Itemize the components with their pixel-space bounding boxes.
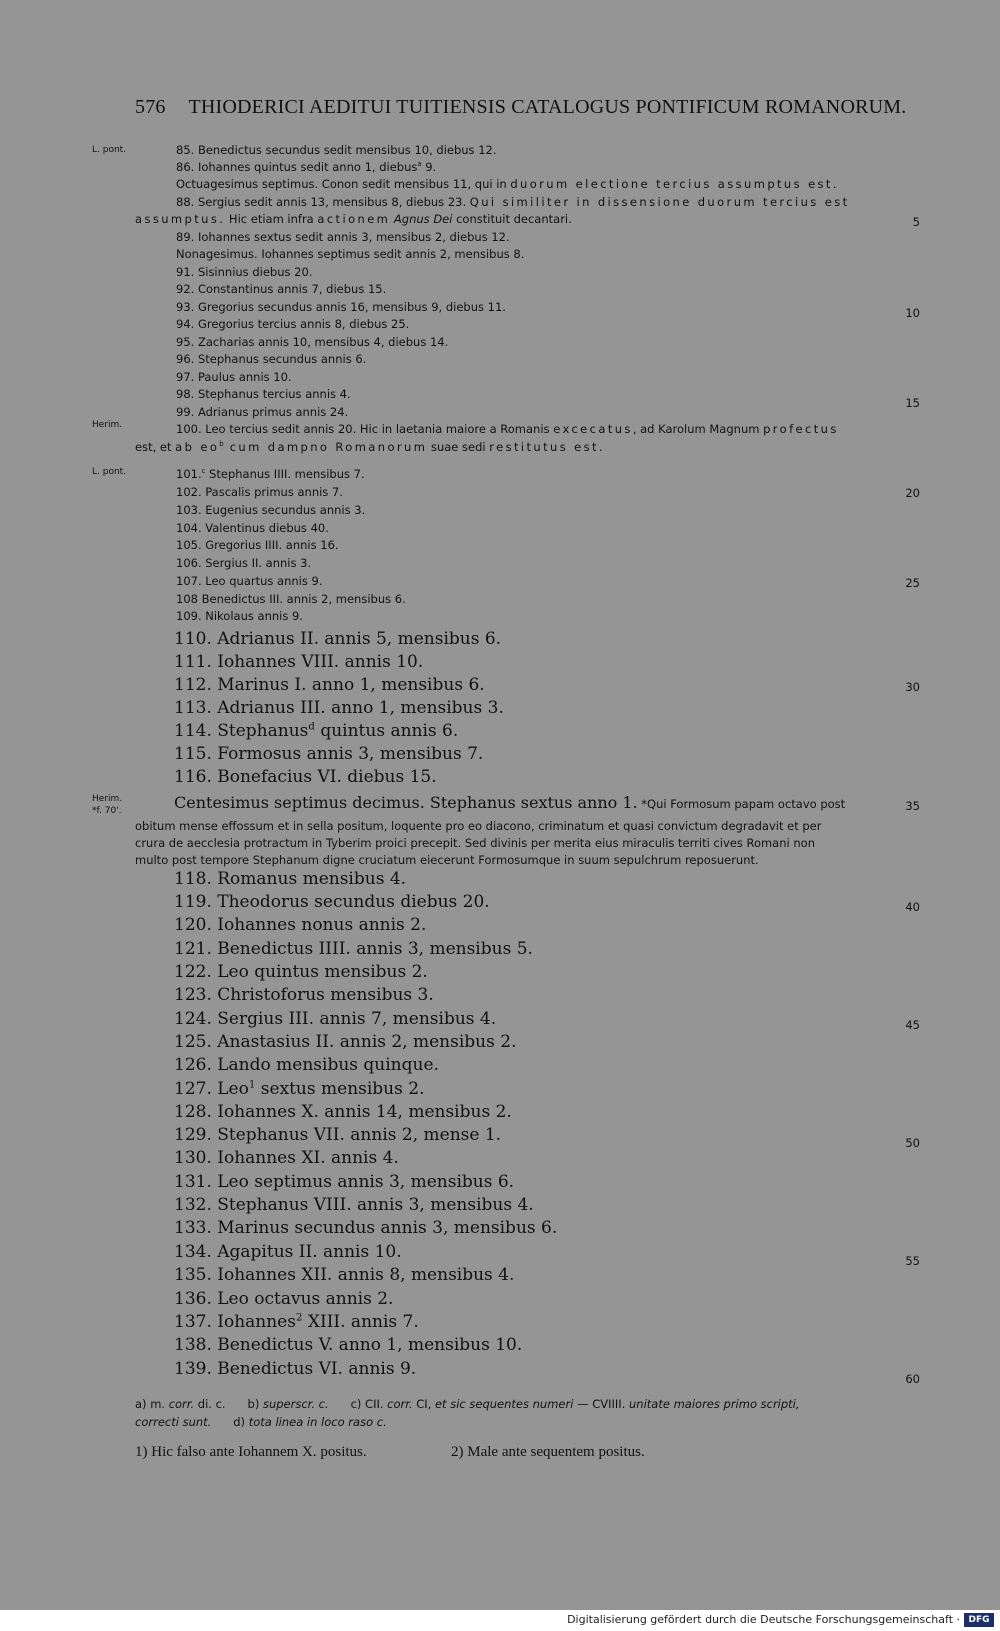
footnote-1: 1) Hic falso ante Iohannem X. positus. bbox=[135, 1444, 367, 1460]
line-number: 15 bbox=[905, 396, 920, 410]
line-number: 50 bbox=[905, 1136, 920, 1150]
entry-line: 116. Bonefacius VI. diebus 15. bbox=[174, 767, 437, 787]
entry-line: obitum mense effossum et in sella positum, loquente pro eo diacono, criminatum et quasi convictum degradavit et per bbox=[135, 819, 822, 833]
entry-line: 104. Valentinus diebus 40. bbox=[176, 521, 329, 535]
margin-note: Herim. bbox=[92, 420, 123, 430]
entry-line: 127. Leo$^1$ sextus mensibus 2. bbox=[174, 1079, 425, 1099]
line-number: 55 bbox=[905, 1254, 920, 1268]
line-number: 25 bbox=[905, 576, 920, 590]
entry-line: Octuagesimus septimus. Conon sedit mensibus 11, qui in duorum electione tercius assumptus est. bbox=[176, 177, 839, 191]
entry-line: 139. Benedictus VI. annis 9. bbox=[174, 1359, 417, 1379]
entry-line: 93. Gregorius secundus annis 16, mensibus 9, diebus 11. bbox=[176, 300, 506, 314]
entry-line: 94. Gregorius tercius annis 8, diebus 25. bbox=[176, 317, 410, 331]
entry-line: 108 Benedictus III. annis 2, mensibus 6. bbox=[176, 592, 406, 606]
funding-credit-text: Digitalisierung gefördert durch die Deutsche Forschungsgemeinschaft · bbox=[567, 1613, 960, 1626]
entry-line: 98. Stephanus tercius annis 4. bbox=[176, 387, 351, 401]
entry-line: 136. Leo octavus annis 2. bbox=[174, 1289, 394, 1309]
entry-line: 125. Anastasius II. annis 2, mensibus 2. bbox=[174, 1032, 517, 1052]
entry-line: crura de aecclesia protractum in Tyberim proici precepit. Sed divinis per merita eius miraculis territi cives Romani non bbox=[135, 836, 815, 850]
funding-credit-bar bbox=[0, 1610, 1000, 1631]
footnote-apparatus: correcti sunt. d) tota linea in loco raso c. bbox=[135, 1415, 387, 1429]
line-number: 30 bbox=[905, 680, 920, 694]
line-number: 5 bbox=[912, 215, 920, 229]
entry-line: 105. Gregorius IIII. annis 16. bbox=[176, 538, 339, 552]
page-header bbox=[135, 96, 907, 119]
entry-line: 88. Sergius sedit annis 13, mensibus 8, diebus 23. Qui similiter in dissensione duorum tercius est bbox=[176, 195, 850, 209]
entry-line: 114. Stephanus$^d$ quintus annis 6. bbox=[174, 721, 459, 741]
line-number: 20 bbox=[905, 486, 920, 500]
entry-line: 134. Agapitus II. annis 10. bbox=[174, 1242, 402, 1262]
entry-line: 100. Leo tercius sedit annis 20. Hic in laetania maiore a Romanis excecatus, ad Karolum Magnum profectus bbox=[176, 422, 839, 436]
footnote-2: 2) Male ante sequentem positus. bbox=[451, 1444, 645, 1460]
line-number: 45 bbox=[905, 1018, 920, 1032]
margin-note: L. pont. bbox=[92, 467, 127, 477]
entry-line: 120. Iohannes nonus annis 2. bbox=[174, 915, 427, 935]
entry-line: 132. Stephanus VIII. annis 3, mensibus 4. bbox=[174, 1195, 534, 1215]
entry-line: 119. Theodorus secundus diebus 20. bbox=[174, 892, 490, 912]
page-number: 576 bbox=[135, 96, 166, 118]
entry-line: 138. Benedictus V. anno 1, mensibus 10. bbox=[174, 1335, 523, 1355]
entry-line: 86. Iohannes quintus sedit anno 1, diebus$^a$ 9. bbox=[176, 160, 437, 174]
entry-line: 102. Pascalis primus annis 7. bbox=[176, 485, 343, 499]
entry-line: Centesimus septimus decimus. Stephanus sextus anno 1. *Qui Formosum papam octavo post bbox=[174, 793, 846, 812]
entry-line: 137. Iohannes$^2$ XIII. annis 7. bbox=[174, 1312, 419, 1332]
entry-line: 130. Iohannes XI. annis 4. bbox=[174, 1148, 399, 1168]
margin-note: *f. 70'. bbox=[92, 806, 122, 816]
margin-note: L. pont. bbox=[92, 145, 127, 155]
line-number: 40 bbox=[905, 900, 920, 914]
entry-line: 110. Adrianus II. annis 5, mensibus 6. bbox=[174, 629, 502, 649]
entry-line: 89. Iohannes sextus sedit annis 3, mensibus 2, diebus 12. bbox=[176, 230, 510, 244]
footnote-apparatus: a) m. corr. di. c. b) superscr. c. c) CII. corr. CI, et sic sequentes numeri — CVIIII. unitate maiores primo scripti, bbox=[135, 1397, 800, 1411]
entry-line: 97. Paulus annis 10. bbox=[176, 370, 292, 384]
entry-line: 122. Leo quintus mensibus 2. bbox=[174, 962, 428, 982]
entry-line: 124. Sergius III. annis 7, mensibus 4. bbox=[174, 1009, 497, 1029]
dfg-logo: DFG bbox=[964, 1613, 994, 1627]
margin-note: Herim. bbox=[92, 794, 123, 804]
page-title: THIODERICI AEDITUI TUITIENSIS CATALOGUS PONTIFICUM ROMANORUM. bbox=[188, 96, 907, 118]
entry-line: 123. Christoforus mensibus 3. bbox=[174, 985, 434, 1005]
entry-line: 85. Benedictus secundus sedit mensibus 10, diebus 12. bbox=[176, 143, 497, 157]
entry-line: 118. Romanus mensibus 4. bbox=[174, 869, 407, 889]
entry-line: 96. Stephanus secundus annis 6. bbox=[176, 352, 367, 366]
entry-line: 115. Formosus annis 3, mensibus 7. bbox=[174, 744, 484, 764]
entry-line: 129. Stephanus VII. annis 2, mense 1. bbox=[174, 1125, 502, 1145]
entry-line: 95. Zacharias annis 10, mensibus 4, diebus 14. bbox=[176, 335, 449, 349]
entry-line: 106. Sergius II. annis 3. bbox=[176, 556, 312, 570]
entry-line: 126. Lando mensibus quinque. bbox=[174, 1055, 439, 1075]
entry-line: 107. Leo quartus annis 9. bbox=[176, 574, 323, 588]
entry-line: 103. Eugenius secundus annis 3. bbox=[176, 503, 366, 517]
entry-line: 111. Iohannes VIII. annis 10. bbox=[174, 652, 424, 672]
line-number: 60 bbox=[905, 1372, 920, 1386]
line-number: 35 bbox=[905, 799, 920, 813]
entry-line: 109. Nikolaus annis 9. bbox=[176, 609, 303, 623]
entry-line: assumptus. Hic etiam infra actionem Agnus Dei constituit decantari. bbox=[135, 212, 572, 226]
entry-line: est, et ab $eo^b$ cum dampno Romanorum suae sedi restitutus est. bbox=[135, 440, 605, 454]
entry-line: 99. Adrianus primus annis 24. bbox=[176, 405, 349, 419]
entry-line: 112. Marinus I. anno 1, mensibus 6. bbox=[174, 675, 485, 695]
entry-line: 91. Sisinnius diebus 20. bbox=[176, 265, 313, 279]
entry-line: 121. Benedictus IIII. annis 3, mensibus 5. bbox=[174, 939, 533, 959]
entry-line: 113. Adrianus III. anno 1, mensibus 3. bbox=[174, 698, 504, 718]
entry-line: 92. Constantinus annis 7, diebus 15. bbox=[176, 282, 387, 296]
entry-line: 133. Marinus secundus annis 3, mensibus 6. bbox=[174, 1218, 558, 1238]
entry-line: 131. Leo septimus annis 3, mensibus 6. bbox=[174, 1172, 515, 1192]
entry-line: 135. Iohannes XII. annis 8, mensibus 4. bbox=[174, 1265, 515, 1285]
entry-line: 101.$^c$ Stephanus IIII. mensibus 7. bbox=[176, 467, 365, 481]
entry-line: multo post tempore Stephanum digne cruciatum eiecerunt Formosumque in suum sepulchrum reposuerunt. bbox=[135, 853, 759, 867]
line-number: 10 bbox=[905, 306, 920, 320]
entry-line: Nonagesimus. Iohannes septimus sedit annis 2, mensibus 8. bbox=[176, 247, 525, 261]
entry-line: 128. Iohannes X. annis 14, mensibus 2. bbox=[174, 1102, 512, 1122]
